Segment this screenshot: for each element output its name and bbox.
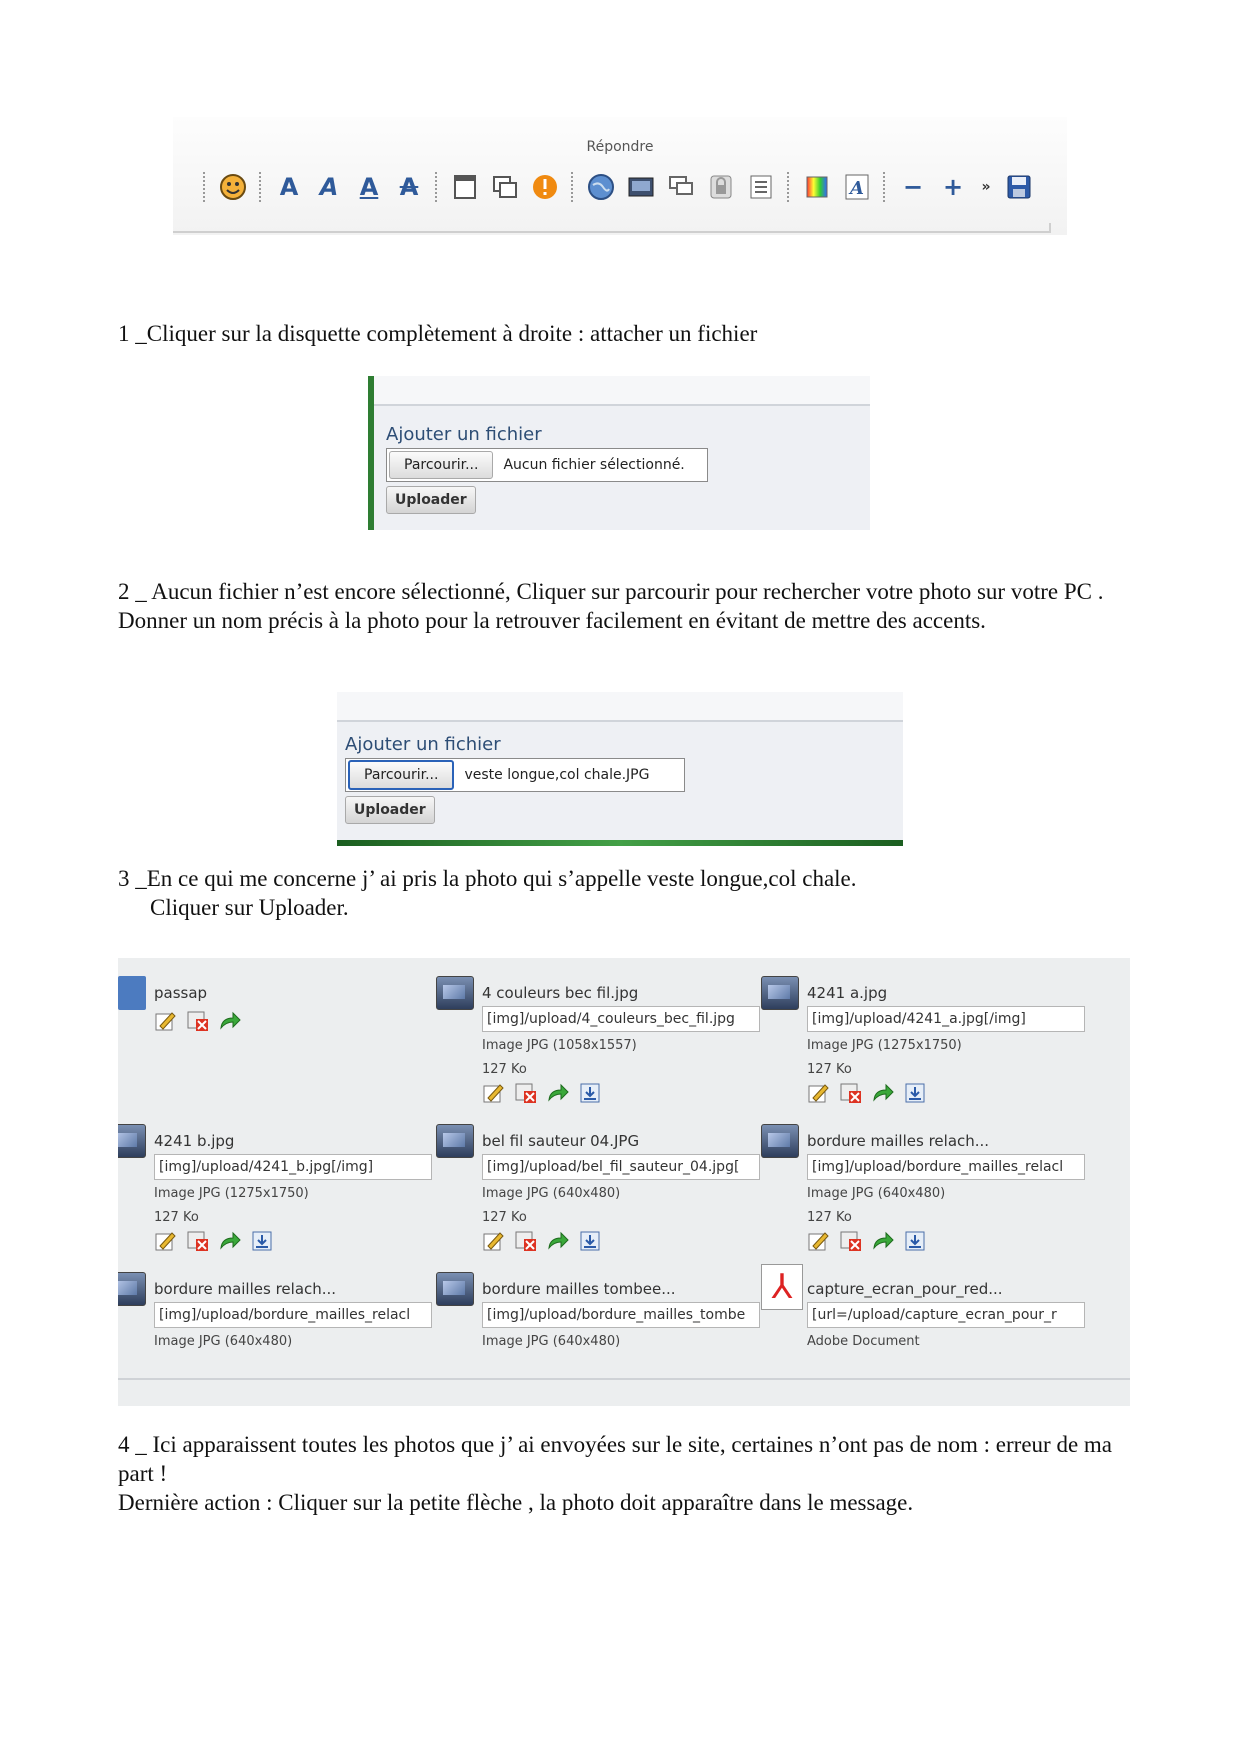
download-icon[interactable] [250, 1230, 274, 1252]
file-size: 127 Ko [482, 1062, 527, 1077]
bold-icon[interactable]: A [279, 173, 299, 201]
more-icon[interactable]: » [981, 179, 991, 195]
file-name[interactable]: capture_ecran_pour_red... [807, 1280, 1003, 1298]
image-thumbnail-icon[interactable] [118, 1272, 146, 1306]
plus-icon[interactable]: + [942, 173, 964, 201]
download-icon[interactable] [578, 1230, 602, 1252]
insert-arrow-icon[interactable] [871, 1230, 895, 1252]
browse-button[interactable]: Parcourir... [389, 451, 493, 479]
delete-icon[interactable] [839, 1082, 863, 1104]
insert-arrow-icon[interactable] [218, 1010, 242, 1032]
file-code-field[interactable]: [img]/upload/4_couleurs_bec_fil.jpg [482, 1006, 760, 1032]
save-disk-icon[interactable] [1003, 171, 1035, 203]
toolbar-border [173, 231, 1049, 233]
svg-text:A: A [850, 178, 864, 199]
file-code-field[interactable]: [img]/upload/4241_b.jpg[/img] [154, 1154, 432, 1180]
step-3-line-2: Cliquer sur Uploader. [150, 895, 349, 920]
image-thumbnail-icon[interactable] [436, 1124, 474, 1158]
toolbar-title: Répondre [586, 139, 654, 155]
image-thumbnail-icon[interactable] [436, 976, 474, 1010]
toolbar-separator [435, 172, 439, 202]
file-name[interactable]: bel fil sauteur 04.JPG [482, 1132, 640, 1150]
file-item [436, 1106, 766, 1252]
file-actions [482, 1082, 610, 1104]
insert-arrow-icon[interactable] [546, 1230, 570, 1252]
file-name[interactable]: 4 couleurs bec fil.jpg [482, 984, 639, 1002]
edit-icon[interactable] [154, 1010, 178, 1032]
step-4-line-2: Dernière action : Cliquer sur la petite flèche , la photo doit apparaître dans le message. [118, 1490, 914, 1515]
file-name[interactable]: 4241 b.jpg [154, 1132, 235, 1150]
underline-icon[interactable]: A [359, 173, 379, 201]
image-thumbnail-icon[interactable] [761, 1124, 799, 1158]
download-icon[interactable] [903, 1082, 927, 1104]
toolbar-separator [571, 172, 575, 202]
download-icon[interactable] [903, 1230, 927, 1252]
panel-top-bar [337, 692, 903, 722]
file-type: Image JPG (1058x1557) [482, 1038, 637, 1053]
step-3-text [118, 864, 1128, 922]
edit-icon[interactable] [482, 1082, 506, 1104]
edit-icon[interactable] [807, 1082, 831, 1104]
delete-icon[interactable] [186, 1010, 210, 1032]
upload-heading: Ajouter un fichier [386, 424, 542, 445]
file-item [761, 958, 1091, 1104]
reply-toolbar [173, 117, 1067, 235]
step-4-line-1: 4 _ Ici apparaissent toutes les photos que j’ ai envoyées sur le site, certaines n’ont pas de nom : erreur de ma part ! [118, 1432, 1113, 1486]
upload-panel-selected [337, 692, 903, 846]
color-icon[interactable] [801, 171, 833, 203]
file-code-field[interactable]: [img]/upload/bel_fil_sauteur_04.jpg[ [482, 1154, 760, 1180]
toolbar-separator [203, 172, 207, 202]
file-actions [154, 1230, 282, 1252]
step-2-line: 2 _ Aucun fichier n’est encore sélectionné, Cliquer sur parcourir pour rechercher votre photo sur votre PC . Donner un nom précis à la photo pour la retrouver facilement en évitant de mettre des accents. [118, 579, 1104, 633]
insert-arrow-icon[interactable] [546, 1082, 570, 1104]
file-type: Image JPG (640x480) [807, 1186, 946, 1201]
file-input[interactable] [386, 448, 708, 482]
step-1-text [118, 319, 1128, 348]
align-icon[interactable] [449, 171, 481, 203]
panel-bottom-bar [337, 840, 903, 846]
file-actions [807, 1230, 935, 1252]
image-thumbnail-icon[interactable] [436, 1272, 474, 1306]
chat-icon[interactable] [665, 171, 697, 203]
globe-link-icon[interactable] [585, 171, 617, 203]
file-actions [482, 1230, 610, 1252]
font-icon[interactable] [841, 171, 873, 203]
edit-icon[interactable] [482, 1230, 506, 1252]
delete-icon[interactable] [839, 1230, 863, 1252]
file-code-field[interactable]: [img]/upload/4241_a.jpg[/img] [807, 1006, 1085, 1032]
quote-icon[interactable] [489, 171, 521, 203]
file-code-field[interactable]: [img]/upload/bordure_mailles_relacl [807, 1154, 1085, 1180]
image-thumbnail-icon[interactable] [118, 1124, 146, 1158]
file-actions [807, 1082, 935, 1104]
step-3-line-1: 3 _En ce qui me concerne j’ ai pris la photo qui s’appelle veste longue,col chale. [118, 866, 857, 891]
uploaded-files-grid [118, 958, 1130, 1406]
smiley-icon[interactable] [217, 171, 249, 203]
list-icon[interactable] [745, 171, 777, 203]
file-type: Image JPG (640x480) [154, 1334, 293, 1349]
upload-button[interactable]: Uploader [386, 486, 476, 514]
upload-heading: Ajouter un fichier [345, 734, 501, 755]
file-item [436, 958, 766, 1104]
file-name-label: Aucun fichier sélectionné. [503, 457, 685, 473]
toolbar-border-corner [1049, 223, 1051, 233]
toolbar-icons [197, 171, 1039, 203]
panel-top-bar [374, 376, 870, 406]
edit-icon[interactable] [154, 1230, 178, 1252]
upload-button[interactable]: Uploader [345, 796, 435, 824]
lock-icon[interactable] [705, 171, 737, 203]
file-size: 127 Ko [807, 1210, 852, 1225]
toolbar-separator [883, 172, 887, 202]
folder-icon[interactable] [118, 976, 146, 1010]
image-thumbnail-icon[interactable] [761, 976, 799, 1010]
file-code-field[interactable]: [img]/upload/bordure_mailles_tombe [482, 1302, 760, 1328]
strike-icon[interactable]: A [399, 173, 419, 201]
insert-arrow-icon[interactable] [218, 1230, 242, 1252]
upload-panel-empty [368, 376, 870, 530]
step-1-line: 1 _Cliquer sur la disquette complètement à droite : attacher un fichier [118, 321, 758, 346]
insert-arrow-icon[interactable] [871, 1082, 895, 1104]
step-2-text [118, 577, 1128, 635]
file-name-label: veste longue,col chale.JPG [464, 767, 650, 783]
browse-button[interactable]: Parcourir... [348, 760, 454, 790]
file-type: Adobe Document [807, 1334, 920, 1349]
file-type: Image JPG (640x480) [482, 1334, 621, 1349]
file-input[interactable] [345, 758, 685, 792]
delete-icon[interactable] [186, 1230, 210, 1252]
step-4-text [118, 1430, 1128, 1517]
toolbar-separator [787, 172, 791, 202]
file-item [761, 1106, 1091, 1252]
download-icon[interactable] [578, 1082, 602, 1104]
file-size: 127 Ko [154, 1210, 199, 1225]
minus-icon[interactable]: − [902, 173, 924, 201]
file-name[interactable]: 4241 a.jpg [807, 984, 888, 1002]
file-code-field[interactable]: [url=/upload/capture_ecran_pour_r [807, 1302, 1085, 1328]
toolbar-separator [259, 172, 263, 202]
file-type: Image JPG (640x480) [482, 1186, 621, 1201]
file-item [118, 1106, 448, 1252]
file-type: Image JPG (1275x1750) [154, 1186, 309, 1201]
delete-icon[interactable] [514, 1082, 538, 1104]
image-icon[interactable] [625, 171, 657, 203]
italic-icon[interactable]: A [319, 173, 339, 201]
file-type: Image JPG (1275x1750) [807, 1038, 962, 1053]
file-size: 127 Ko [482, 1210, 527, 1225]
grid-bottom-border [118, 1378, 1130, 1380]
file-actions [154, 1010, 250, 1032]
delete-icon[interactable] [514, 1230, 538, 1252]
pdf-icon[interactable]: ⅄ [761, 1264, 803, 1310]
file-item [118, 958, 448, 1104]
warning-icon[interactable] [529, 171, 561, 203]
file-name[interactable]: bordure mailles tombee... [482, 1280, 676, 1298]
edit-icon[interactable] [807, 1230, 831, 1252]
file-name[interactable]: bordure mailles relach... [154, 1280, 337, 1298]
file-size: 127 Ko [807, 1062, 852, 1077]
file-name[interactable]: passap [154, 984, 208, 1002]
file-name[interactable]: bordure mailles relach... [807, 1132, 990, 1150]
file-code-field[interactable]: [img]/upload/bordure_mailles_relacl [154, 1302, 432, 1328]
